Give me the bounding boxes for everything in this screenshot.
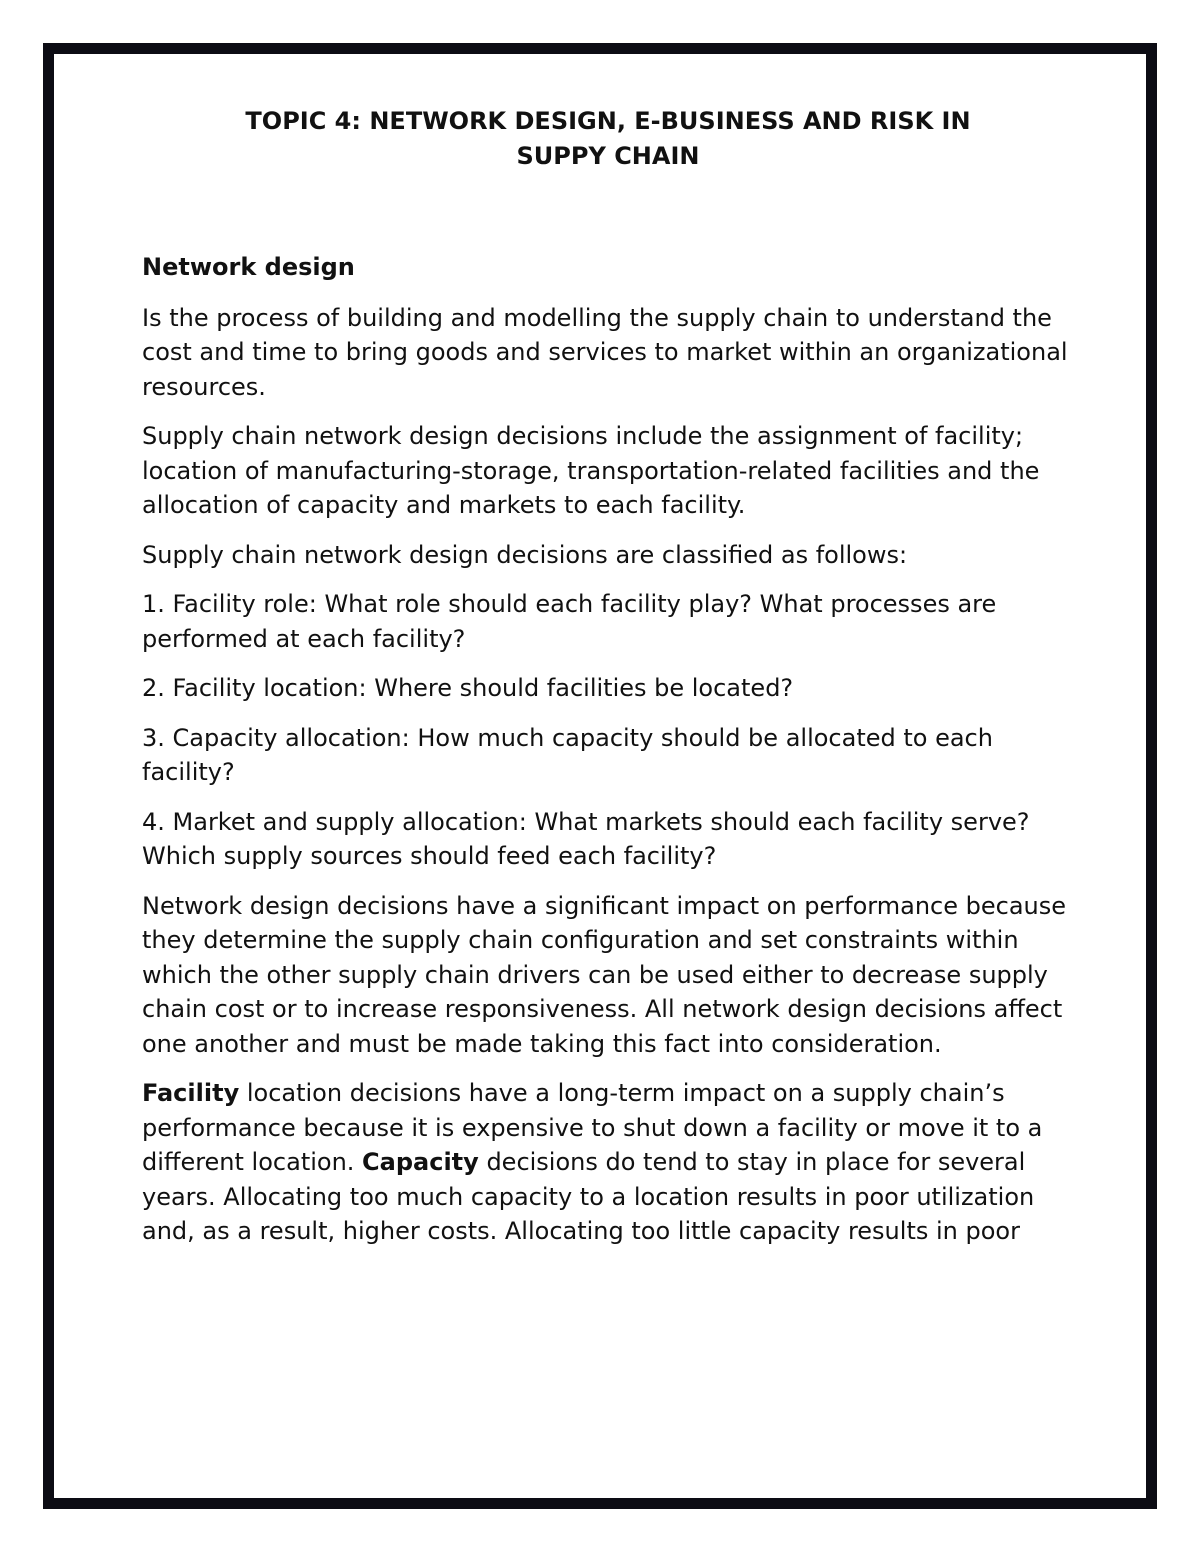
text-facility: location decisions have a long-term impact on a supply chain’s performance because it is expensive to shut down a facility or move it to a different location.	[142, 1079, 1043, 1176]
bold-facility: Facility	[142, 1079, 240, 1107]
paragraph-impact: Network design decisions have a significant impact on performance because they determine the supply chain configuration and set constraints within which the other supply chain drivers can be used either to decrease supply chain cost or to increase responsiveness. All network design decisions affect one another and must be made taking this fact into consideration.	[142, 891, 1067, 1058]
title-line-2: SUPPY CHAIN	[516, 142, 700, 170]
paragraph-facility-capacity	[142, 1076, 1072, 1249]
paragraph-classified: Supply chain network design decisions are classified as follows:	[142, 540, 908, 569]
document-body	[142, 104, 1072, 1264]
bold-capacity: Capacity	[362, 1148, 479, 1176]
list-item-facility-location: 2. Facility location: Where should facilities be located?	[142, 674, 794, 702]
list-item-capacity-allocation: 3. Capacity allocation: How much capacity should be allocated to each facility?	[142, 723, 993, 786]
section-heading: Network design	[142, 253, 355, 281]
text-capacity: decisions do tend to stay in place for several years. Allocating too much capacity to a location results in poor utilization and, as a result, higher costs. Allocating too little capacity results in poor	[142, 1148, 1035, 1245]
list-item-facility-role: 1. Facility role: What role should each facility play? What processes are performed at each facility?	[142, 590, 997, 653]
title-line-1: TOPIC 4: NETWORK DESIGN, E-BUSINESS AND RISK IN	[245, 107, 971, 135]
list-item-market-supply-allocation: 4. Market and supply allocation: What markets should each facility serve? Which supply sources should feed each facility?	[142, 807, 1030, 870]
paragraph-definition: Is the process of building and modelling the supply chain to understand the cost and time to bring goods and services to market within an organizational resources.	[142, 303, 1068, 401]
page-title	[142, 104, 1072, 174]
paragraph-decisions-include: Supply chain network design decisions include the assignment of facility; location of manufacturing-storage, transportation-related facilities and the allocation of capacity and markets to each facility.	[142, 422, 1040, 519]
